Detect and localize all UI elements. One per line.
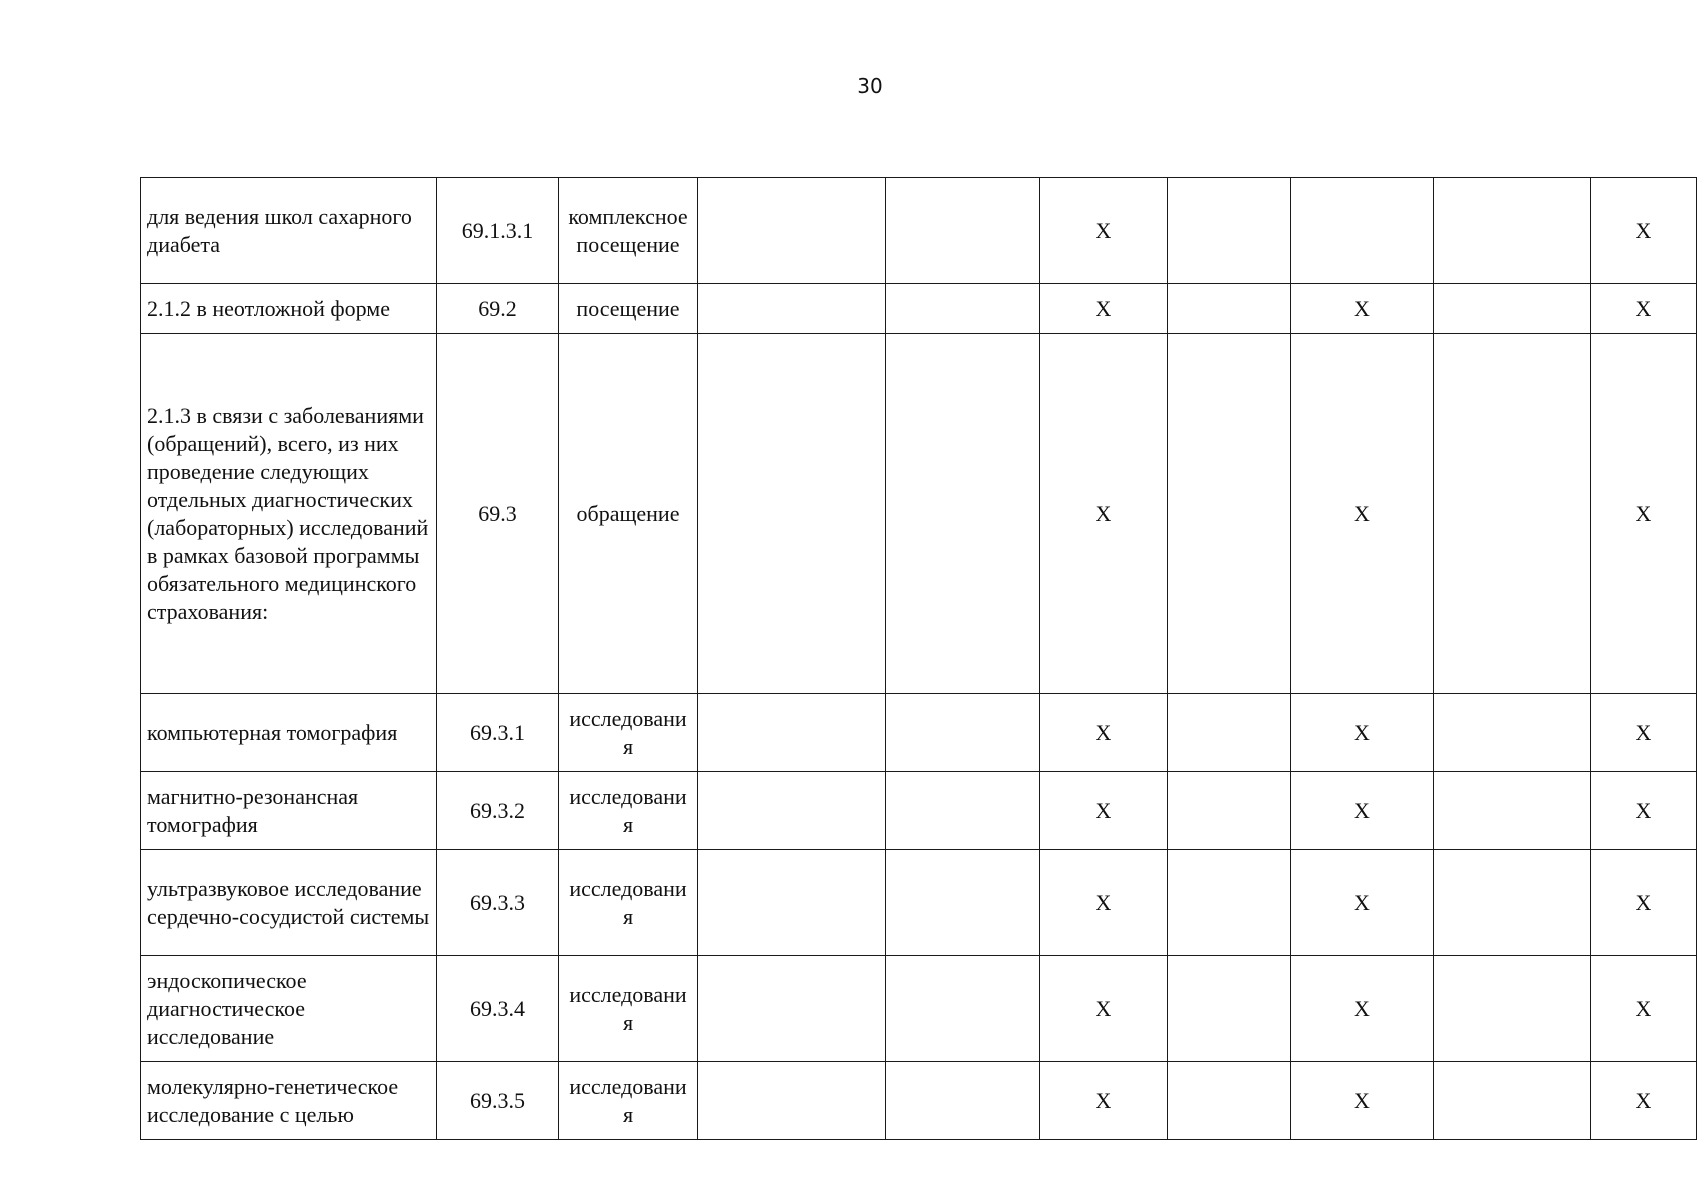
row-value-cell: X: [1591, 850, 1697, 956]
row-value-cell: X: [1591, 694, 1697, 772]
row-value-cell: [1168, 772, 1291, 850]
table-row: [141, 956, 1697, 1062]
row-unit-cell: исследования: [559, 694, 698, 772]
row-value-cell: X: [1040, 956, 1168, 1062]
row-value-cell: [1291, 178, 1434, 284]
row-value-cell: X: [1291, 284, 1434, 334]
row-name-cell: эндоскопическое диагностическое исследование: [141, 956, 437, 1062]
page-number: 30: [857, 74, 883, 98]
row-value-cell: [1434, 956, 1591, 1062]
row-code-cell: 69.3.1: [437, 694, 559, 772]
row-value-cell: [1434, 694, 1591, 772]
row-value-cell: [1168, 284, 1291, 334]
row-code-cell: 69.3: [437, 334, 559, 694]
row-value-cell: [1168, 178, 1291, 284]
row-value-cell: X: [1040, 284, 1168, 334]
row-value-cell: [698, 850, 886, 956]
row-value-cell: X: [1291, 1062, 1434, 1140]
row-name-cell: 2.1.2 в неотложной форме: [141, 284, 437, 334]
row-value-cell: [886, 772, 1040, 850]
row-value-cell: [1434, 772, 1591, 850]
table-row: [141, 284, 1697, 334]
row-value-cell: [886, 694, 1040, 772]
row-value-cell: X: [1591, 334, 1697, 694]
row-value-cell: [1434, 284, 1591, 334]
row-unit-cell: исследования: [559, 772, 698, 850]
data-table: [140, 177, 1697, 1140]
table-row: [141, 694, 1697, 772]
row-value-cell: [1168, 1062, 1291, 1140]
row-value-cell: X: [1040, 178, 1168, 284]
row-code-cell: 69.2: [437, 284, 559, 334]
row-value-cell: [886, 178, 1040, 284]
row-code-cell: 69.3.2: [437, 772, 559, 850]
row-value-cell: [886, 284, 1040, 334]
row-value-cell: [886, 850, 1040, 956]
row-value-cell: [1168, 850, 1291, 956]
row-name-cell: магнитно-резонансная томография: [141, 772, 437, 850]
row-value-cell: [886, 1062, 1040, 1140]
row-value-cell: [698, 1062, 886, 1140]
row-value-cell: [1434, 850, 1591, 956]
table-row: [141, 772, 1697, 850]
row-value-cell: [1434, 178, 1591, 284]
row-value-cell: X: [1040, 694, 1168, 772]
row-value-cell: X: [1291, 334, 1434, 694]
row-unit-cell: исследования: [559, 956, 698, 1062]
row-unit-cell: комплексное посещение: [559, 178, 698, 284]
row-value-cell: [1168, 334, 1291, 694]
table-row: [141, 1062, 1697, 1140]
row-name-cell: 2.1.3 в связи с заболеваниями (обращений), всего, из них проведение следующих отдельных диагностических (лабораторных) исследований в рамках базовой программы обязательного медицинского страхования:: [141, 334, 437, 694]
row-code-cell: 69.1.3.1: [437, 178, 559, 284]
row-unit-cell: обращение: [559, 334, 698, 694]
row-value-cell: X: [1291, 956, 1434, 1062]
row-name-cell: молекулярно-генетическое исследование с целью: [141, 1062, 437, 1140]
row-value-cell: X: [1291, 772, 1434, 850]
row-code-cell: 69.3.4: [437, 956, 559, 1062]
row-value-cell: [698, 284, 886, 334]
row-value-cell: [698, 772, 886, 850]
row-value-cell: X: [1591, 284, 1697, 334]
row-value-cell: [1168, 694, 1291, 772]
row-value-cell: X: [1591, 1062, 1697, 1140]
row-value-cell: X: [1591, 772, 1697, 850]
row-value-cell: X: [1291, 850, 1434, 956]
row-value-cell: X: [1591, 956, 1697, 1062]
row-unit-cell: исследования: [559, 850, 698, 956]
row-name-cell: ультразвуковое исследование сердечно-сосудистой системы: [141, 850, 437, 956]
row-name-cell: для ведения школ сахарного диабета: [141, 178, 437, 284]
row-unit-cell: исследования: [559, 1062, 698, 1140]
row-value-cell: X: [1040, 772, 1168, 850]
row-value-cell: [1434, 334, 1591, 694]
row-value-cell: [698, 956, 886, 1062]
table-row: [141, 334, 1697, 694]
row-unit-cell: посещение: [559, 284, 698, 334]
row-value-cell: [698, 178, 886, 284]
row-value-cell: X: [1040, 334, 1168, 694]
table-row: [141, 850, 1697, 956]
row-code-cell: 69.3.5: [437, 1062, 559, 1140]
row-code-cell: 69.3.3: [437, 850, 559, 956]
row-name-cell: компьютерная томография: [141, 694, 437, 772]
row-value-cell: [886, 334, 1040, 694]
row-value-cell: X: [1591, 178, 1697, 284]
row-value-cell: X: [1291, 694, 1434, 772]
row-value-cell: [1168, 956, 1291, 1062]
row-value-cell: [698, 334, 886, 694]
row-value-cell: X: [1040, 1062, 1168, 1140]
row-value-cell: X: [1040, 850, 1168, 956]
row-value-cell: [1434, 1062, 1591, 1140]
row-value-cell: [698, 694, 886, 772]
table-row: [141, 178, 1697, 284]
row-value-cell: [886, 956, 1040, 1062]
